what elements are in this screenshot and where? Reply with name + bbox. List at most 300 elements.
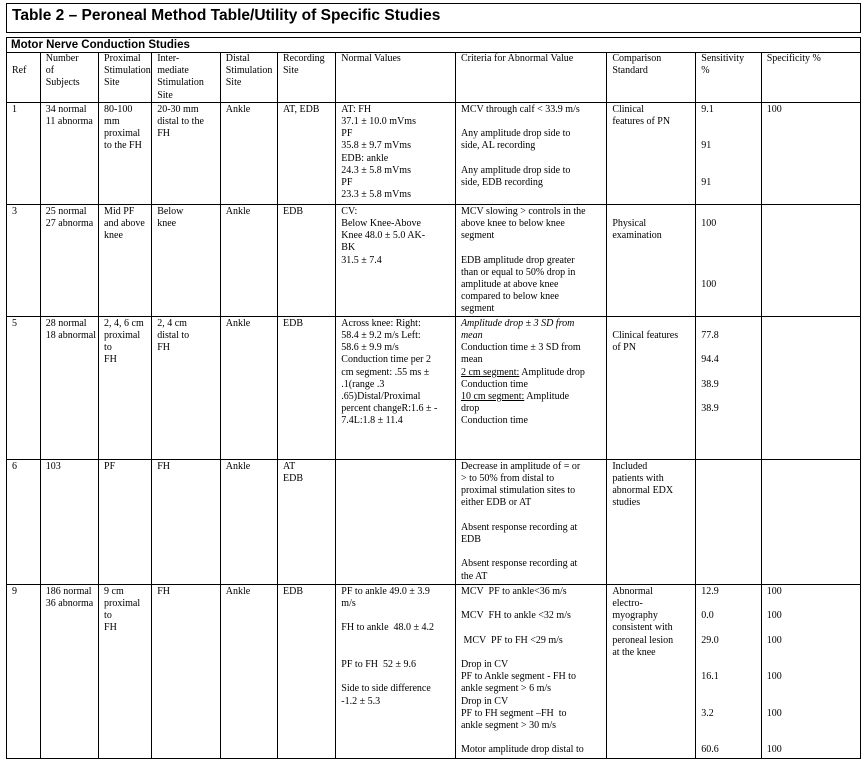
subjects-cell <box>40 102 98 204</box>
cell-line <box>767 461 858 473</box>
cell-line: examination <box>612 230 662 242</box>
cell-line: 100 <box>766 103 782 115</box>
distal-site-cell <box>220 204 277 316</box>
proximal-header <box>99 53 152 103</box>
cell-line <box>767 696 858 708</box>
cell-line <box>461 622 604 634</box>
cell-line: Conduction time per 2 <box>341 354 432 366</box>
cell-line: 60.6 <box>701 744 719 756</box>
cell-line: AT: FH <box>341 103 372 115</box>
cell-line: compared to below knee <box>460 291 559 303</box>
cell-line: proximal to <box>104 598 143 622</box>
ref-cell <box>7 204 41 316</box>
cell-line <box>701 647 758 659</box>
cell-line: MCV PF to ankle<36 m/s <box>460 585 567 597</box>
cell-line: Motor amplitude drop distal to <box>460 744 584 756</box>
cell-line: either EDB or AT <box>460 497 532 509</box>
cell-line: amplitude at above knee <box>460 279 559 291</box>
cell-line: 9.1 <box>701 103 714 115</box>
cell-line: Comparison <box>612 53 662 64</box>
cell-line: Sensitivity <box>701 53 745 64</box>
cell-line: 94.4 <box>701 354 719 366</box>
cell-line <box>701 367 758 379</box>
cell-line: Drop in CV <box>460 695 509 707</box>
cell-line <box>767 318 858 330</box>
recording-site-cell <box>278 459 336 584</box>
cell-line: proximal to <box>104 330 143 354</box>
comparison-standard-cell <box>607 204 696 316</box>
cell-line: Conduction time <box>460 415 528 427</box>
cell-line <box>701 720 758 732</box>
cell-line: 1 <box>12 103 17 115</box>
sensitivity-cell <box>696 316 761 459</box>
cell-line: Site <box>225 77 242 89</box>
cell-line <box>701 683 758 695</box>
cell-line: knee <box>104 230 123 242</box>
cell-line: FH <box>104 622 117 634</box>
distal-site-cell <box>220 316 277 459</box>
cell-line: Conduction time <box>460 378 528 390</box>
header-row <box>7 53 861 103</box>
comparison-header <box>607 53 696 103</box>
normal-values-cell <box>336 459 456 584</box>
specificity-cell <box>761 316 860 459</box>
cell-line: 77.8 <box>701 330 719 342</box>
cell-line: 91 <box>701 140 712 152</box>
sensitivity-cell <box>696 584 761 758</box>
subjects-header <box>40 53 98 103</box>
cell-line: 80-100 mm <box>104 103 135 128</box>
subjects-cell <box>40 316 98 459</box>
ref-cell <box>7 102 41 204</box>
cell-line: 0.0 <box>701 610 714 622</box>
cell-line: 31.5 ± 7.4 <box>341 254 382 266</box>
criteria-cell <box>455 459 606 584</box>
cell-line: MCV slowing > controls in the <box>460 205 586 217</box>
cell-line: Absent response recording at <box>460 521 578 533</box>
cell-line <box>612 206 693 218</box>
cell-line <box>461 598 604 610</box>
cell-line <box>461 732 604 744</box>
cell-line: and above <box>104 218 145 230</box>
sensitivity-header <box>696 53 761 103</box>
cell-line: 3 <box>12 205 17 217</box>
cell-line: 38.9 <box>701 378 719 390</box>
intermediate-site-cell <box>152 459 221 584</box>
cell-line <box>701 461 758 473</box>
cell-line: 186 normal <box>45 585 92 597</box>
cell-line: Site <box>104 77 120 89</box>
cell-line: 36 abnorma <box>45 598 94 610</box>
cell-line: EDB: ankle <box>341 152 389 164</box>
cell-line: PF <box>341 128 353 140</box>
recording-site-cell <box>278 204 336 316</box>
cell-line: the AT <box>460 570 488 582</box>
cell-line: proximal <box>104 128 141 140</box>
cell-line <box>701 732 758 744</box>
cell-line: 5 <box>12 317 17 329</box>
recording-header <box>278 53 336 103</box>
cell-line <box>701 153 758 165</box>
proximal-site-cell <box>99 204 152 316</box>
cell-line: Site <box>157 89 173 101</box>
cell-line <box>341 610 453 622</box>
cell-line: patients with <box>612 473 664 485</box>
cell-line <box>461 153 604 165</box>
cell-line: EDB amplitude drop greater <box>460 254 575 266</box>
cell-line <box>767 659 858 671</box>
cell-line: 38.9 <box>701 403 719 415</box>
cell-line: 23.3 ± 5.8 mVms <box>341 189 411 201</box>
cell-line: Specificity % <box>766 53 821 64</box>
cell-line: Normal Values <box>341 53 401 64</box>
ref-cell <box>7 584 41 758</box>
cell-line: 3.2 <box>701 707 714 719</box>
cell-line: 37.1 ± 10.0 mVms <box>341 116 416 128</box>
subjects-cell <box>40 204 98 316</box>
cell-line: distal to the <box>157 116 204 128</box>
cell-line: EDB <box>283 585 303 597</box>
cell-line: FH to ankle 48.0 ± 4.2 <box>341 622 435 634</box>
cell-line <box>341 461 453 473</box>
cell-line: % <box>701 65 710 77</box>
cell-line: 12.9 <box>701 585 719 597</box>
cell-line: -1.2 ± 5.3 <box>341 695 381 707</box>
cell-line: Ankle <box>225 460 251 472</box>
cell-line: electro- <box>612 598 643 610</box>
cell-line: 25 normal <box>45 205 87 217</box>
cell-line: EDB <box>283 317 303 329</box>
cell-line <box>701 659 758 671</box>
cell-line: Below Knee-Above <box>341 218 421 230</box>
cell-line: PF <box>104 460 116 472</box>
specificity-cell <box>761 102 860 204</box>
cell-line: Stimulation <box>225 65 273 77</box>
cell-line: segment <box>460 230 495 242</box>
cell-line <box>767 683 858 695</box>
cell-line: distal to <box>157 330 190 342</box>
cell-line: FH <box>104 354 117 366</box>
cell-line: 100 <box>701 279 717 291</box>
cell-line: 2, 4, 6 cm <box>104 317 144 329</box>
normal-values-cell <box>336 584 456 758</box>
cell-line <box>701 230 758 242</box>
table-row <box>7 204 861 316</box>
cell-line <box>341 671 453 683</box>
specificity-cell <box>761 204 860 316</box>
cell-line: Standard <box>612 65 648 77</box>
cell-line: CV: <box>341 205 358 217</box>
cell-line <box>461 242 604 254</box>
cell-line: knee <box>157 218 177 230</box>
comparison-standard-cell <box>607 459 696 584</box>
cell-line <box>701 255 758 267</box>
cell-line: Number <box>45 53 79 64</box>
criteria-cell <box>455 316 606 459</box>
cell-line: 91 <box>701 177 712 189</box>
cell-line: 16.1 <box>701 671 719 683</box>
comparison-standard-cell <box>607 584 696 758</box>
cell-line <box>461 647 604 659</box>
cell-line: Recording <box>283 53 325 64</box>
table-row <box>7 316 861 459</box>
normal-values-cell <box>336 316 456 459</box>
cell-line <box>701 267 758 279</box>
cell-line <box>701 116 758 128</box>
cell-line: side, AL recording <box>460 140 536 152</box>
criteria-cell <box>455 204 606 316</box>
cell-line: FH <box>157 342 171 354</box>
intermediate-site-cell <box>152 584 221 758</box>
cell-line: 34 normal <box>45 103 87 115</box>
recording-site-cell <box>278 584 336 758</box>
cell-line: EDB <box>283 205 303 217</box>
cell-line: mean <box>460 330 483 342</box>
cell-line: Side to side difference <box>341 683 431 695</box>
table-row <box>7 102 861 204</box>
cell-line: Drop in CV <box>460 659 509 671</box>
sensitivity-cell <box>696 459 761 584</box>
intermediate-site-cell <box>152 316 221 459</box>
intermediate-site-cell <box>152 102 221 204</box>
cell-line: Subjects <box>45 77 80 89</box>
ref-cell <box>7 316 41 459</box>
cell-line: 100 <box>766 610 782 622</box>
cell-line: at the knee <box>612 646 656 658</box>
distal-site-cell <box>220 102 277 204</box>
cell-line: MCV FH to ankle <32 m/s <box>460 610 571 622</box>
subjects-cell <box>40 584 98 758</box>
cell-line: Stimulation <box>104 65 151 77</box>
section-title: Motor Nerve Conduction Studies <box>7 38 861 53</box>
cell-line <box>701 622 758 634</box>
cell-line <box>612 318 693 330</box>
specificity-header <box>761 53 860 103</box>
cell-line: Physical <box>612 218 647 230</box>
comparison-standard-cell <box>607 316 696 459</box>
cell-line: Ankle <box>225 317 251 329</box>
cell-line: Knee 48.0 ± 5.0 AK- <box>341 230 426 242</box>
distal-site-cell <box>220 584 277 758</box>
table-title: Table 2 – Peroneal Method Table/Utility of Specific Studies <box>6 3 861 33</box>
distal-site-cell <box>220 459 277 584</box>
cell-line: .65)Distal/Proximal <box>341 391 421 403</box>
cell-line: myography <box>612 610 658 622</box>
cell-line: EDB <box>460 534 481 546</box>
cell-line: ankle segment > 6 m/s <box>460 683 552 695</box>
cell-line: proximal stimulation sites to <box>460 485 576 497</box>
table-row <box>7 459 861 584</box>
cell-line: 7.4L:1.8 ± 11.4 <box>341 415 403 427</box>
cell-line <box>12 53 38 65</box>
cell-line: Included <box>612 460 648 472</box>
cell-line <box>341 647 453 659</box>
cell-line: of <box>45 65 55 77</box>
cell-line: PF to FH 52 ± 9.6 <box>341 659 416 671</box>
cell-line: BK <box>341 242 356 254</box>
cell-line <box>701 391 758 403</box>
specificity-cell <box>761 459 860 584</box>
cell-line: 58.4 ± 9.2 m/s Left: <box>341 330 421 342</box>
intermediate-header <box>152 53 221 103</box>
cell-line: Clinical features <box>612 330 679 342</box>
cell-line: 35.8 ± 9.7 mVms <box>341 140 411 152</box>
cell-line: FH <box>157 585 171 597</box>
cell-line: cm segment: .55 ms ± <box>341 366 430 378</box>
cell-line: PF to ankle 49.0 ± 3.9 <box>341 585 430 597</box>
cell-line <box>701 342 758 354</box>
cell-line <box>767 598 858 610</box>
criteria-header <box>455 53 606 103</box>
cell-line: to the FH <box>104 140 142 152</box>
cell-line: than or equal to 50% drop in <box>460 266 576 278</box>
cell-line: 2, 4 cm <box>157 317 187 329</box>
cell-line <box>701 598 758 610</box>
cell-line: 100 <box>766 585 782 597</box>
criteria-cell <box>455 584 606 758</box>
cell-line: 29.0 <box>701 634 719 646</box>
cell-line: Absent response recording at <box>460 558 578 570</box>
ref-header <box>7 53 41 103</box>
table-row <box>7 584 861 758</box>
cell-line: Ankle <box>225 585 251 597</box>
cell-line: Mid PF <box>104 205 135 217</box>
cell-line: above knee to below knee <box>460 218 565 230</box>
cell-line: > to 50% from distal to <box>460 473 555 485</box>
cell-line <box>767 720 858 732</box>
normal-values-cell <box>336 102 456 204</box>
cell-line: Decrease in amplitude of = or <box>460 460 581 472</box>
cell-line: Stimulation <box>157 77 204 89</box>
cell-line: PF to Ankle segment - FH to <box>460 671 576 683</box>
cell-line: Ankle <box>225 103 251 115</box>
cell-line <box>341 635 453 647</box>
proximal-site-cell <box>99 102 152 204</box>
cell-line: Site <box>283 65 299 77</box>
cell-line: features of PN <box>612 116 671 128</box>
cell-line: 28 normal <box>45 317 87 329</box>
cell-line: abnormal EDX <box>612 485 674 497</box>
normal-values-header <box>336 53 456 103</box>
sensitivity-cell <box>696 204 761 316</box>
cell-line <box>767 206 858 218</box>
cell-line: Any amplitude drop side to <box>460 164 571 176</box>
cell-line: Criteria for Abnormal Value <box>460 53 574 64</box>
cell-line: 9 cm <box>104 585 124 597</box>
distal-header <box>220 53 277 103</box>
recording-site-cell <box>278 316 336 459</box>
proximal-site-cell <box>99 459 152 584</box>
cell-line: EDB <box>283 473 303 485</box>
cell-line <box>461 510 604 522</box>
cell-line: .1(range .3 <box>341 378 385 390</box>
cell-line: MCV through calf < 33.9 m/s <box>460 103 580 115</box>
section-header-row <box>7 38 861 53</box>
ref-cell <box>7 459 41 584</box>
cell-line <box>461 546 604 558</box>
intermediate-site-cell <box>152 204 221 316</box>
cell-line: 6 <box>12 460 17 472</box>
normal-values-cell <box>336 204 456 316</box>
cell-line <box>701 318 758 330</box>
cell-line <box>701 128 758 140</box>
cell-line: Inter- <box>157 53 180 64</box>
cell-line <box>701 165 758 177</box>
cell-line: FH <box>157 128 171 140</box>
proximal-site-cell <box>99 316 152 459</box>
cell-line: segment <box>460 303 495 315</box>
cell-line: 100 <box>701 218 717 230</box>
cell-line <box>767 732 858 744</box>
cell-line <box>701 206 758 218</box>
cell-line: 9 <box>12 585 17 597</box>
cell-line: Abnormal <box>612 585 653 597</box>
cell-line: 100 <box>766 671 782 683</box>
cell-line: 24.3 ± 5.8 mVms <box>341 164 411 176</box>
document <box>6 3 861 759</box>
cell-line: ankle segment > 30 m/s <box>460 720 557 732</box>
comparison-standard-cell <box>607 102 696 204</box>
cell-line: studies <box>612 497 641 509</box>
cell-line <box>701 242 758 254</box>
cell-line: Any amplitude drop side to <box>460 128 571 140</box>
cell-line: consistent with <box>612 622 673 634</box>
cell-line <box>767 622 858 634</box>
peroneal-method-table <box>6 37 861 759</box>
cell-line: drop <box>460 403 480 415</box>
subjects-cell <box>40 459 98 584</box>
cell-line: 10 cm segment: Amplitude <box>460 391 570 403</box>
cell-line: PF <box>341 177 353 189</box>
specificity-cell <box>761 584 860 758</box>
cell-line <box>767 647 858 659</box>
cell-line: 2 cm segment: Amplitude drop <box>460 366 585 378</box>
cell-line: 100 <box>766 744 782 756</box>
proximal-site-cell <box>99 584 152 758</box>
cell-line: of PN <box>612 342 636 354</box>
cell-line: Across knee: Right: <box>341 317 421 329</box>
cell-line: 11 abnorma <box>45 116 93 128</box>
cell-line: MCV PF to FH <29 m/s <box>460 634 563 646</box>
cell-line: Distal <box>225 53 250 64</box>
cell-line: 27 abnorma <box>45 218 94 230</box>
cell-line: Below <box>157 205 184 217</box>
cell-line: Proximal <box>104 53 141 64</box>
cell-line: 58.6 ± 9.9 m/s <box>341 342 399 354</box>
cell-line: AT <box>283 460 296 472</box>
cell-line: 100 <box>766 634 782 646</box>
cell-line <box>461 116 604 128</box>
cell-line: 103 <box>45 460 61 472</box>
cell-line <box>701 696 758 708</box>
cell-line: FH <box>157 460 171 472</box>
cell-line: 18 abnormal <box>45 330 97 342</box>
cell-line: Ankle <box>225 205 251 217</box>
cell-line: mean <box>460 354 483 366</box>
cell-line: peroneal lesion <box>612 634 674 646</box>
cell-line: mediate <box>157 65 189 77</box>
cell-line: 20-30 mm <box>157 103 199 115</box>
cell-line: Conduction time ± 3 SD from <box>460 342 581 354</box>
cell-line: side, EDB recording <box>460 177 543 189</box>
cell-line: m/s <box>341 598 356 610</box>
cell-line: Amplitude drop ± 3 SD from <box>460 317 575 329</box>
cell-line: 100 <box>766 707 782 719</box>
cell-line: PF to FH segment –FH to <box>460 707 567 719</box>
cell-line: percent changeR:1.6 ± - <box>341 403 438 415</box>
cell-line: Ref <box>12 65 27 77</box>
cell-line: Clinical <box>612 103 644 115</box>
